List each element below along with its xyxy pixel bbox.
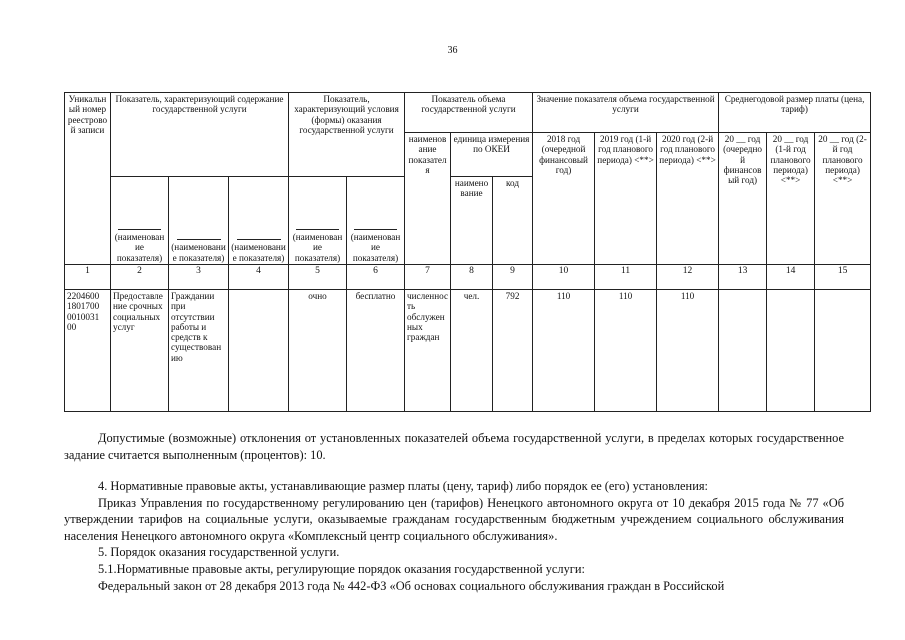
- cell-indicator-name: численность обслуженных граждан: [405, 290, 451, 412]
- header-okei-name: наименование: [451, 177, 493, 265]
- cell-value-2019: 110: [595, 290, 657, 412]
- sub-name-4: (наименование показателя): [229, 177, 289, 265]
- header-content-indicator: Показатель, характеризующий содержание государственной услуги: [111, 93, 289, 177]
- col-num: 7: [405, 265, 451, 290]
- col-num: 3: [169, 265, 229, 290]
- col-num: 4: [229, 265, 289, 290]
- order-paragraph: Приказ Управления по государственному регулированию цен (тарифов) Ненецкого автономного округа от 10 декабря 2015 года № 77 «Об утверждении тарифов на социальные услуги, оказываемые гражданам государственным бюджетным учреждением социального обслуживания населения Ненецкого автономного округа «Комплексный центр социального обслуживания».: [64, 495, 844, 543]
- col-num: 13: [719, 265, 767, 290]
- col-num: 2: [111, 265, 169, 290]
- header-volume-value: Значение показателя объема государственной услуги: [533, 93, 719, 133]
- cell-form: очно: [289, 290, 347, 412]
- cell-unique-number: 2204600 1801700 0010031 00: [65, 290, 111, 412]
- header-conditions-indicator: Показатель, характеризующий условия (формы) оказания государственной услуги: [289, 93, 405, 177]
- cell-c13: [719, 290, 767, 412]
- cell-recipient-category: Граждании при отсутствии работы и средств к существованию: [169, 290, 229, 412]
- header-okei-code: код: [493, 177, 533, 265]
- header-volume-indicator: Показатель объема государственной услуги: [405, 93, 533, 133]
- cell-unit-code: 792: [493, 290, 533, 412]
- cell-c15: [815, 290, 871, 412]
- col-num: 1: [65, 265, 111, 290]
- header-okei-unit: единица измерения по ОКЕИ: [451, 133, 533, 177]
- cell-service-name: Предоставление срочных социальных услуг: [111, 290, 169, 412]
- sub-name-2: (наименование показателя): [111, 177, 169, 265]
- col-num: 14: [767, 265, 815, 290]
- cell-value-2018: 110: [533, 290, 595, 412]
- page-number: 36: [447, 45, 458, 56]
- header-year-2018: 2018 год (очередной финансовый год): [533, 133, 595, 265]
- column-number-row: [65, 265, 871, 290]
- header-indicator-name: наименование показателя: [405, 133, 451, 265]
- cell-c14: [767, 290, 815, 412]
- section-5-1-heading: 5.1.Нормативные правовые акты, регулирующие порядок оказания государственной услуги:: [98, 561, 585, 576]
- sub-name-3: (наименование показателя): [169, 177, 229, 265]
- header-year-2020: 2020 год (2-й год планового периода) <**>: [657, 133, 719, 265]
- table-row: [65, 290, 871, 412]
- cell-value-2020: 110: [657, 290, 719, 412]
- header-year-2019: 2019 год (1-й год планового периода) <**>: [595, 133, 657, 265]
- header-unique-number: Уникальный номер реестровой записи: [65, 93, 111, 265]
- section-5-heading: 5. Порядок оказания государственной услуги.: [98, 545, 340, 560]
- col-num: 5: [289, 265, 347, 290]
- header-avg-fee: Среднегодовой размер платы (цена, тариф): [719, 93, 871, 133]
- cell-c4: [229, 290, 289, 412]
- col-num: 6: [347, 265, 405, 290]
- body-text: [64, 478, 844, 594]
- service-volume-table: [64, 92, 871, 412]
- col-num: 11: [595, 265, 657, 290]
- col-num: 8: [451, 265, 493, 290]
- cell-payment: бесплатно: [347, 290, 405, 412]
- col-num: 9: [493, 265, 533, 290]
- col-num: 10: [533, 265, 595, 290]
- col-num: 12: [657, 265, 719, 290]
- cell-unit-name: чел.: [451, 290, 493, 412]
- deviation-paragraph: Допустимые (возможные) отклонения от установленных показателей объема государственной услуги, в пределах которых государственное задание считается выполненным (процентов): 10.: [64, 431, 844, 462]
- sub-name-6: (наименование показателя): [347, 177, 405, 265]
- col-num: 15: [815, 265, 871, 290]
- sub-name-5: (наименование показателя): [289, 177, 347, 265]
- header-fee-plan1: 20 __ год (1-й год планового периода) <**>: [767, 133, 815, 265]
- header-fee-plan2: 20 __ год (2-й год планового периода) <**>: [815, 133, 871, 265]
- header-fee-current: 20 __ год (очередной финансовый год): [719, 133, 767, 265]
- section-4-heading: 4. Нормативные правовые акты, устанавливающие размер платы (цену, тариф) либо порядок ее (его) установления:: [98, 479, 708, 493]
- federal-law-paragraph: Федеральный закон от 28 декабря 2013 года № 442-ФЗ «Об основах социального обслуживания граждан в Российской: [98, 578, 725, 593]
